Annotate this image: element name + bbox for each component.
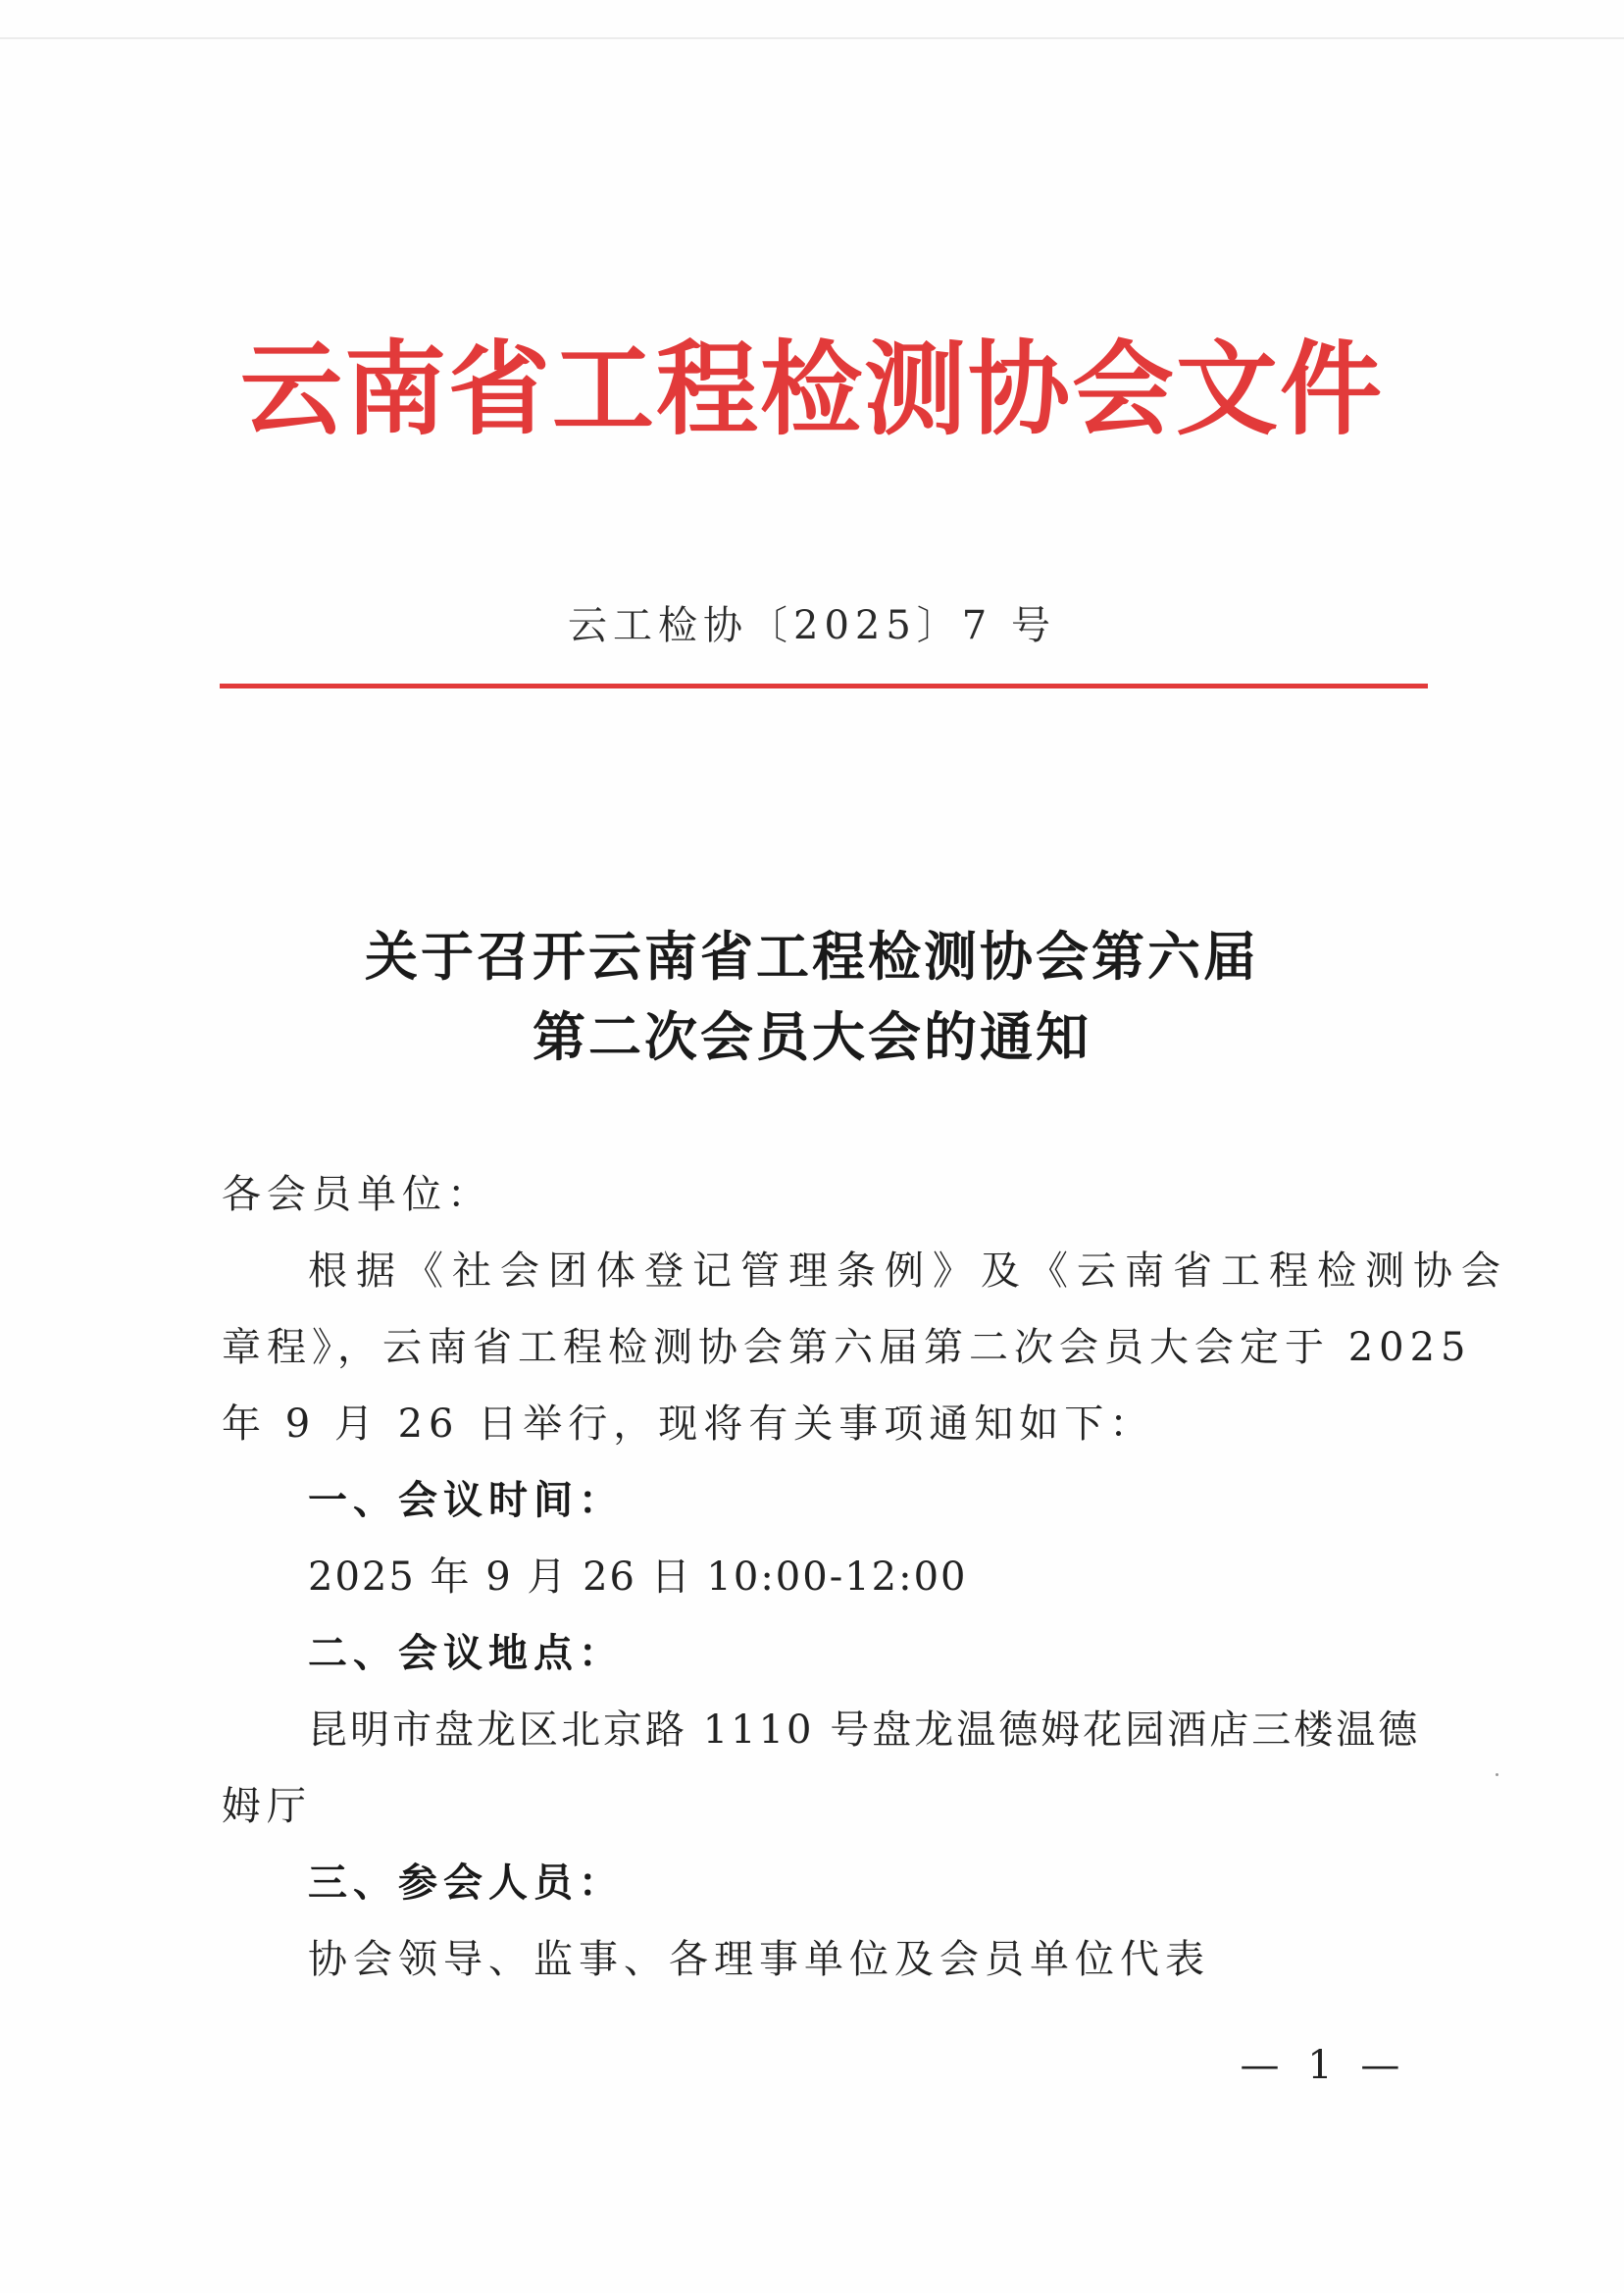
section-heading-time: 一、会议时间：	[308, 1478, 624, 1523]
intro-paragraph-line-1: 根据《社会团体登记管理条例》及《云南省工程检测协会	[308, 1248, 1509, 1294]
section-heading-attendees: 三、参会人员：	[308, 1860, 624, 1906]
salutation: 各会员单位：	[222, 1172, 492, 1217]
notice-title-line-1: 关于召开云南省工程检测协会第六届	[365, 925, 1259, 988]
document-number: 云工检协〔2025〕7 号	[568, 603, 1056, 648]
intro-paragraph-line-3: 年 9 月 26 日举行，现将有关事项通知如下：	[222, 1401, 1155, 1447]
scan-edge-line	[0, 37, 1624, 39]
red-divider-line	[220, 684, 1428, 688]
meeting-location-line-1: 昆明市盘龙区北京路 1110 号盘龙温德姆花园酒店三楼温德	[308, 1707, 1421, 1753]
intro-paragraph-line-2: 章程》，云南省工程检测协会第六届第二次会员大会定于 2025	[222, 1325, 1472, 1370]
notice-title-line-2: 第二次会员大会的通知	[533, 1005, 1091, 1068]
meeting-time-text: 2025 年 9 月 26 日 10:00-12:00	[308, 1554, 968, 1600]
scan-speck	[1496, 1773, 1498, 1776]
meeting-location-line-2: 姆厅	[222, 1784, 312, 1829]
section-heading-location: 二、会议地点：	[308, 1631, 624, 1676]
attendees-text: 协会领导、监事、各理事单位及会员单位代表	[308, 1937, 1210, 1982]
page-number: — 1 —	[1240, 2043, 1408, 2088]
document-masthead: 云南省工程检测协会文件	[239, 330, 1384, 449]
